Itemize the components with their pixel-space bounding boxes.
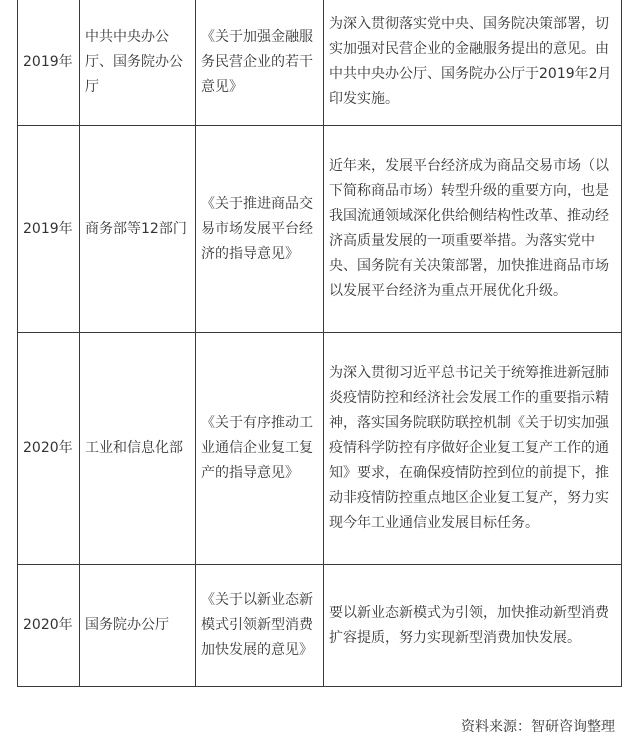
department-cell: 工业和信息化部: [80, 333, 196, 565]
document-cell: 《关于加强金融服务民营企业的若干意见》: [196, 0, 324, 126]
source-note: 资料来源：智研咨询整理: [461, 719, 615, 735]
year-cell: 2019年: [18, 0, 80, 126]
year-cell: 2019年: [18, 126, 80, 333]
department-cell: 商务部等12部门: [80, 126, 196, 333]
table-row: [18, 0, 622, 126]
description-cell: 近年来，发展平台经济成为商品交易市场（以下简称商品市场）转型升级的重要方向，也是我国流通领域深化供给侧结构性改革、推动经济高质量发展的一项重要举措。为落实党中央、国务院有关决策部署，加快推进商品市场以发展平台经济为重点开展优化升级。: [324, 126, 622, 333]
description-cell: 为深入贯彻习近平总书记关于统筹推进新冠肺炎疫情防控和经济社会发展工作的重要指示精神，落实国务院联防联控机制《关于切实加强疫情科学防控有序做好企业复工复产工作的通知》要求，在确保疫情防控到位的前提下，推动非疫情防控重点地区企业复工复产，努力实现今年工业通信业发展目标任务。: [324, 333, 622, 565]
department-cell: 中共中央办公厅、国务院办公厅: [80, 0, 196, 126]
table-row: [18, 333, 622, 565]
department-cell: 国务院办公厅: [80, 565, 196, 687]
document-cell: 《关于有序推动工业通信企业复工复产的指导意见》: [196, 333, 324, 565]
description-cell: 要以新业态新模式为引领，加快推动新型消费扩容提质，努力实现新型消费加快发展。: [324, 565, 622, 687]
document-cell: 《关于以新业态新模式引领新型消费加快发展的意见》: [196, 565, 324, 687]
table-row: [18, 126, 622, 333]
year-cell: 2020年: [18, 333, 80, 565]
policy-table: [17, 0, 622, 687]
description-cell: 为深入贯彻落实党中央、国务院决策部署，切实加强对民营企业的金融服务提出的意见。由中共中央办公厅、国务院办公厅于2019年2月印发实施。: [324, 0, 622, 126]
document-cell: 《关于推进商品交易市场发展平台经济的指导意见》: [196, 126, 324, 333]
table-row: [18, 565, 622, 687]
year-cell: 2020年: [18, 565, 80, 687]
